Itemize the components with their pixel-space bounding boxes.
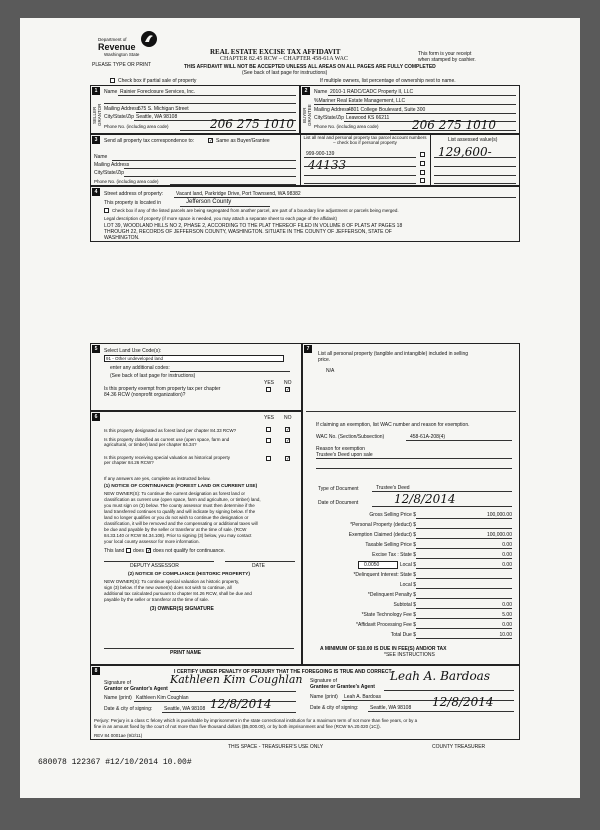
- same-as-buyer-label: Same as Buyer/Grantee: [216, 138, 270, 144]
- county: Jefferson County: [186, 199, 232, 205]
- revision-label: REV 84 0001ae (9/2/11): [94, 733, 143, 738]
- see-instructions-note: *SEE INSTRUCTIONS: [384, 652, 435, 658]
- assessed-header: List assessed value(s): [448, 137, 498, 143]
- treasurer-use-label: THIS SPACE - TREASURER'S USE ONLY: [228, 744, 324, 750]
- see-back: (See back of last page for instructions): [242, 70, 328, 76]
- does-qualify-checkbox[interactable]: [126, 548, 131, 553]
- section-6-number: 6: [92, 413, 100, 421]
- grantee-signature: Leah A. Bardoas: [390, 669, 490, 683]
- deputy-date-label: DATE: [252, 563, 265, 569]
- tax-label: *Delinquent Interest: State $: [353, 572, 416, 578]
- exempt-question-2: 84.36 RCW (nonprofit organization)?: [104, 392, 186, 398]
- parcel-2-personal-checkbox[interactable]: [420, 161, 425, 166]
- grantor-name-label: Name (print): [104, 695, 132, 701]
- seller-phone: 206 275 1010: [210, 117, 294, 131]
- historic-question-2: per chapter 84.26 RCW?: [104, 460, 154, 465]
- tax-value: 0.00: [502, 562, 512, 568]
- grantor-city: Seattle, WA 98108: [164, 706, 206, 712]
- if-yes-instruction: If any answers are yes, complete as instructed below.: [104, 476, 211, 481]
- grantor-date-label: Date & city of signing:: [104, 706, 153, 712]
- tax-value: 100,000.00: [486, 532, 512, 538]
- historic-question-1: Is this property receiving special valuation as historical property: [104, 455, 231, 460]
- buyer-name-2: %Mariner Real Estate Management, LLC: [314, 98, 406, 104]
- seller-mailing-label: Mailing Address: [104, 106, 140, 112]
- seller-name: Rainier Foreclosure Services, Inc.: [120, 89, 196, 95]
- parcel-3-personal-checkbox[interactable]: [420, 170, 425, 175]
- grantee-city: Seattle, WA 98108: [370, 705, 412, 711]
- notice-compliance-title: (2) NOTICE OF COMPLIANCE (HISTORIC PROPERTY): [128, 572, 250, 577]
- legal-line-2: THROUGH 22, RECORDS OF JEFFERSON COUNTY, WASHINGTON. SITUATE IN THE COUNTY OF JEFFERSON, STATE OF: [104, 229, 392, 235]
- parcel-4-personal-checkbox[interactable]: [420, 178, 425, 183]
- revenue-logo-icon: [140, 30, 158, 48]
- grantee-sig-label-2: Grantee or Grantee's Agent: [310, 684, 375, 690]
- tax-label: Gross Selling Price $: [369, 512, 416, 518]
- dept-label: Department of: [98, 37, 127, 42]
- exemption-claim-label: If claiming an exemption, list WAC number and reason for exemption.: [316, 422, 470, 428]
- land-use-label: Select Land Use Code(s):: [104, 348, 162, 354]
- legal-line-3: WASHINGTON.: [104, 235, 140, 241]
- same-as-buyer-checkbox[interactable]: ✓: [209, 138, 214, 144]
- buyer-phone-label: Phone No. (including area code): [314, 124, 379, 129]
- buyer-mailing: 4801 College Boulevard, Suite 300: [348, 107, 426, 113]
- wac-number: 458-61A-208(4): [410, 434, 446, 440]
- doc-date-handwritten: 12/8/2014: [394, 492, 456, 506]
- revenue-logo: [98, 30, 168, 60]
- street-address: Vacant land, Parkridge Drive, Port Townsend, WA 98382: [176, 191, 301, 197]
- personal-property-label-2: price.: [318, 357, 331, 363]
- sec5-no: NO: [284, 380, 292, 386]
- tax-label: *State Technology Fee $: [361, 612, 416, 618]
- additional-codes-label: enter any additional codes:: [110, 365, 170, 371]
- sec6-yes: YES: [264, 415, 275, 421]
- section-1-number: 1: [92, 87, 100, 95]
- exempt-no-checkbox[interactable]: ✓: [286, 387, 291, 393]
- perjury-line-1: Perjury: Perjury is a class C felony which is punishable by imprisonment in the state correctional institution for a maximum term of not more than five years, or by a: [94, 718, 418, 723]
- tax-label: Total Due $: [390, 632, 416, 638]
- deputy-assessor-label: DEPUTY ASSESSOR: [130, 563, 179, 569]
- tax-label: Local $: [399, 582, 416, 588]
- tax-label: *Personal Property (deduct) $: [350, 522, 416, 528]
- send-correspondence-label: Send all property tax correspondence to:: [104, 138, 195, 144]
- forest-no-checkbox[interactable]: ✓: [286, 427, 291, 433]
- grantee-date-handwritten: 12/8/2014: [432, 695, 494, 709]
- section-2-number: 2: [302, 87, 310, 95]
- state-label: Washington State: [104, 52, 140, 57]
- section-4-number: 4: [92, 188, 100, 196]
- seller-side-label: SELLER GRANTOR: [92, 103, 102, 127]
- section-5-number: 5: [92, 345, 100, 353]
- buyer-city: Leawood KS 66211: [346, 115, 390, 121]
- corr-phone-label: Phone No. (including area code): [94, 179, 159, 184]
- exempt-question-1: Is this property exempt from property tax per chapter: [104, 386, 221, 392]
- section-8-number: 8: [92, 667, 100, 675]
- form-chapter: CHAPTER 82.45 RCW – CHAPTER 458-61A WAC: [220, 56, 348, 62]
- parcel-handwritten: 44133: [308, 158, 347, 172]
- affidavit-page: Department of Revenue Washington State PLEASE TYPE OR PRINT REAL ESTATE EXCISE TAX AFFIDAVIT CHAPTER 82.45 RCW – CHAPTER 458-61A WAC THIS AFFIDAVIT WILL NOT BE ACCEPTED UNLESS ALL AREAS ON ALL PAGES ARE FULLY COMPLETED (See back of last page for instructions) This form is your receipt when stamped by cashier. Check box if partial sale of property If multiple owners, list percentage of ownership next to name. 1 2 SELLER GRANTOR BUYER GRANTEE Name Rainier Foreclosure Services, Inc. Mailing Address 575 S. Michigan Street City/State/Zip Seattle, WA 98108 Phone No. (including area code) 206 275 1010 Name 2010-1 RADC/CADC Property II, LLC %Mariner Real Estate Management, LLC Mailing Address 4801 College Boulevard, Suite 300 City/State/Zip Leawood KS 66211 Phone No. (including area code) 206 275 1010 3 Send all property tax correspondence to: ✓ Same as Buyer/Grantee Name Mailing Address City/State/Zip Phone No. (including area code) List all real and personal property tax parcel account numbers – check box if personal property 999-900-139 44133 List assessed value(s) 129,600- 4 Street address of property: Vacant land, Parkridge Drive, Port Townsend, WA 98382 This property is located in Jefferson County Check box if any of the listed parcels are being segregated from another parcel, are part of a boundary line adjustment or parcels being merged. Legal description of property (if more space is needed, you may attach a separate sheet to each page of the affidavit) LOT 39, WOODLAND HILLS NO 2, PHASE 2, ACCORDING TO THE PLAT THEREOF FILED IN VOLUME 8 OF PLATS AT PAGES 18 THROUGH 22, RECORDS OF JEFFERSON COUNTY, WASHINGTON. SITUATE IN THE COUNTY OF JEFFERSON, STATE OF WASHINGTON. 5 Select Land Use Code(s): 91 - Other undeveloped land enter any additional codes: (See back of last page for instructions) YES NO Is this property exempt from property tax per chapter 84.36 RCW (nonprofit organization)? ✓ 6 YES NO Is this property designated as forest land per chapter 84.33 RCW? ✓ Is this property classified as current use (open space, farm and agricultural, or timber) land per chapter 84.34? ✓ Is this property receiving special valuation as historical property per chapter 84.26 RCW? ✓ If any answers are yes, complete as instructed below. (1) NOTICE OF CONTINUANCE (FOREST LAND OR CURRENT USE) NEW OWNER(S): To continue the current designation as forest land or classification as current use (open space, farm and agriculture, or timber) land, you must sign on (3) below. The county assessor must then determine if the land transferred continues to qualify and will indicate by signing below. If the land no longer qualifies or you do not wish to continue the designation or classification, it will be removed and the compensating or additional taxes will be due and payable by the seller or transferor at the time of sale. (RCW 84.33.140 or RCW 84.34.108). Prior to signing (3) below, you may contact your local county assessor for more information. This land does ✓ does not qualify for continuance. DEPUTY ASSESSOR DATE (2) NOTICE OF COMPLIANCE (HISTORIC PROPERTY) NEW OWNER(S): To continue special valuation as historic property, sign (3) below. If the new owner(s) does not wish to continue, all additional tax calculated pursuant to chapter 84.26 RCW, shall be due and payable by the seller or transferor at the time of sale. (3) OWNER(S) SIGNATURE PRINT NAME 7 List all personal property (tangible and intangible) included in selling price. N/A If claiming an exemption, list WAC number and reason for exemption. WAC No. (Section/Subsection) 458-61A-208(4) Reason for exemption Trustee's Deed upon sale Type of Document Trustee's Deed Date of Document 12/8/2014 Gross Selling Price $ 100,000.00 *Personal Property (deduct) $ Exemption Claimed (deduct) $ 100,000.00 Taxable Selling Price $ 0.00 Excise Tax : State $ 0.00 0.0050 Local $ 0.00 *Delinquent Interest: State $ Local $ *Delinquent Penalty $ Subtotal $ 0.00 *State Technology Fee $ 5.00 *Affidavit Processing Fee $ 0.00 Total Due $ 10.00 A MINIMUM OF $10.00 IS DUE IN FEE(S) AND/OR TAX *SEE INSTRUCTIONS 8 I CERTIFY UNDER PENALTY OF PERJURY THAT THE FOREGOING IS TRUE AND CORRECT. Signature of Grantor or Grantor's Agent Kathleen Kim Coughlan Name (print) Kathleen Kim Coughlan Date & city of signing: Seattle, WA 98108 12/8/2014 Signature of Grantee or Grantee's Agent Leah A. Bardoas Name (print) Leah A. Bardoas Date & city of signing: Seattle, WA 98108 12/8/2014 Perjury: Perjury is a class C felony which is punishable by imprisonment in the state correctional institution for a maximum term of not more than five years, or by a fine in an amount fixed by the court of not more than five thousand dollars ($5,000.00), or by both imprisonment and fine (RCW 9A.20.020 (1C)). REV 84 0001ae (9/2/11) THIS SPACE - TREASURER'S USE ONLY COUNTY TREASURER 680078 122367 #12/10/2014 10.00#: [20, 18, 580, 798]
- buyer-phone: 206 275 1010: [412, 118, 496, 132]
- historic-no-checkbox[interactable]: ✓: [286, 456, 291, 462]
- grantee-name-label: Name (print): [310, 694, 338, 700]
- form-warning: THIS AFFIDAVIT WILL NOT BE ACCEPTED UNLESS ALL AREAS ON ALL PAGES ARE FULLY COMPLETED: [184, 64, 436, 70]
- parcel-1-personal-checkbox[interactable]: [420, 152, 425, 157]
- current-use-question-2: agricultural, or timber) land per chapter 84.34?: [104, 442, 197, 447]
- seller-mailing: 575 S. Michigan Street: [138, 106, 189, 112]
- buyer-side-label: BUYER GRANTEE: [302, 104, 312, 126]
- tax-value: 0.00: [502, 542, 512, 548]
- legal-description-label: Legal description of property (if more space is needed, you may attach a separate sheet to each page of the affidavit): [104, 216, 338, 221]
- personal-property-label-1: List all personal property (tangible and intangible) included in selling: [318, 351, 469, 357]
- segregated-checkbox[interactable]: [104, 208, 109, 213]
- grantor-sig-label-1: Signature of: [104, 680, 131, 686]
- parcel-number-1: 999-900-139: [306, 151, 335, 157]
- corr-name-label: Name: [94, 154, 108, 160]
- land-use-code: 91 - Other undeveloped land: [106, 356, 164, 361]
- legal-line-1: LOT 39, WOODLAND HILLS NO 2, PHASE 2, ACCORDING TO THE PLAT THEREOF FILED IN VOLUME 8 OF PLATS AT PAGES 18: [104, 223, 403, 229]
- county-treasurer-label: COUNTY TREASURER: [432, 744, 486, 750]
- tax-value: 100,000.00: [486, 512, 512, 518]
- tax-value: 0.00: [502, 602, 512, 608]
- exemption-reason: Trustee's Deed upon sale: [316, 452, 373, 458]
- personal-property-value: N/A: [326, 368, 335, 374]
- tax-value: 0.00: [502, 622, 512, 628]
- partial-sale-checkbox[interactable]: [110, 78, 115, 83]
- segregated-label: Check box if any of the listed parcels are being segregated from another parcel, are part of a boundary line adjustment or parcels being merged.: [112, 208, 399, 213]
- land-use-see-back: (See back of last page for instructions): [110, 373, 196, 379]
- tax-value: 10.00: [499, 632, 512, 638]
- notice-continuance-title: (1) NOTICE OF CONTINUANCE (FOREST LAND OR CURRENT USE): [104, 484, 258, 489]
- current-use-question-1: Is this property classified as current use (open space, farm and: [104, 437, 230, 442]
- please-type: PLEASE TYPE OR PRINT: [92, 62, 152, 68]
- seller-city-label: City/State/Zip: [104, 114, 135, 120]
- exempt-yes-checkbox[interactable]: [266, 387, 271, 392]
- historic-yes-checkbox[interactable]: [266, 456, 271, 461]
- doc-type: Trustee's Deed: [376, 485, 410, 491]
- tax-label: Local $: [399, 562, 416, 568]
- grantor-signature: Kathleen Kim Coughlan: [170, 673, 303, 686]
- tax-label: Excise Tax : State $: [372, 552, 416, 558]
- certify-statement: I CERTIFY UNDER PENALTY OF PERJURY THAT THE FOREGOING IS TRUE AND CORRECT.: [174, 669, 393, 675]
- revenue-label: Revenue: [98, 42, 136, 52]
- grantee-name: Leah A. Bardoas: [344, 694, 381, 700]
- wac-label: WAC No. (Section/Subsection): [316, 434, 385, 440]
- tax-calculation-table: [306, 512, 516, 640]
- corr-mailing-label: Mailing Address: [94, 162, 130, 168]
- parcels-header: List all real and personal property tax parcel account numbers – check box if personal property: [303, 135, 427, 145]
- seller-city: Seattle, WA 98108: [136, 114, 178, 120]
- form-title: REAL ESTATE EXCISE TAX AFFIDAVIT: [210, 48, 341, 56]
- grantee-date-label: Date & city of signing:: [310, 705, 359, 711]
- current-use-no-checkbox[interactable]: ✓: [286, 438, 291, 444]
- tax-label: Subtotal $: [393, 602, 416, 608]
- street-address-label: Street address of property:: [104, 191, 164, 197]
- grantor-name: Kathleen Kim Coughlan: [136, 695, 189, 701]
- buyer-name-label: Name: [314, 89, 328, 95]
- multiple-owners-note: If multiple owners, list percentage of ownership next to name.: [320, 78, 456, 84]
- this-land-label: This land: [104, 548, 125, 554]
- tax-label: *Delinquent Penalty $: [367, 592, 416, 598]
- section-7-number: 7: [304, 345, 312, 353]
- tax-value: 5.00: [502, 612, 512, 618]
- tax-rate: 0.0050: [364, 562, 380, 568]
- tax-label: *Affidavit Processing Fee $: [356, 622, 416, 628]
- seller-name-label: Name: [104, 89, 118, 95]
- buyer-mailing-label: Mailing Address: [314, 107, 350, 113]
- perjury-line-2: fine in an amount fixed by the court of not more than five thousand dollars ($5,000.00), or by both imprisonment and fine (RCW 9A.20.020 (1C)).: [94, 724, 381, 729]
- partial-sale-label: Check box if partial sale of property: [118, 78, 197, 84]
- does-label: does: [133, 548, 144, 554]
- does-not-qualify-checkbox[interactable]: ✓: [147, 548, 152, 554]
- corr-city-label: City/State/Zip: [94, 170, 125, 176]
- grantor-date-handwritten: 12/8/2014: [210, 697, 272, 711]
- print-name-label: PRINT NAME: [170, 650, 202, 656]
- receipt-note-2: when stamped by cashier.: [418, 57, 476, 63]
- grantor-sig-label-2: Grantor or Grantor's Agent: [104, 686, 168, 692]
- grantee-sig-label-1: Signature of: [310, 678, 337, 684]
- located-label: This property is located in: [104, 200, 161, 206]
- sec6-no: NO: [284, 415, 292, 421]
- seller-phone-label: Phone No. (including area code): [104, 124, 169, 129]
- doc-type-label: Type of Document: [318, 486, 359, 492]
- tax-label: Taxable Selling Price $: [365, 542, 416, 548]
- minimum-due-note: A MINIMUM OF $10.00 IS DUE IN FEE(S) AND/OR TAX: [320, 646, 447, 652]
- tax-label: Exemption Claimed (deduct) $: [348, 532, 416, 538]
- sec5-yes: YES: [264, 380, 275, 386]
- recording-stamp: 680078 122367 #12/10/2014 10.00#: [38, 758, 192, 767]
- tax-value: 0.00: [502, 552, 512, 558]
- forest-yes-checkbox[interactable]: [266, 427, 271, 432]
- section-3-number: 3: [92, 136, 100, 144]
- buyer-name: 2010-1 RADC/CADC Property II, LLC: [330, 89, 414, 95]
- current-use-yes-checkbox[interactable]: [266, 438, 271, 443]
- assessed-value-handwritten: 129,600-: [438, 145, 492, 159]
- doc-date-label: Date of Document: [318, 500, 359, 506]
- forest-land-question: Is this property designated as forest land per chapter 84.33 RCW?: [104, 428, 237, 433]
- exemption-reason-label: Reason for exemption: [316, 446, 365, 452]
- owner-signature-label: (3) OWNER(S) SIGNATURE: [150, 606, 214, 612]
- receipt-note-1: This form is your receipt: [418, 51, 472, 57]
- buyer-city-label: City/State/Zip: [314, 115, 345, 121]
- does-not-label: does not qualify for continuance.: [153, 548, 225, 554]
